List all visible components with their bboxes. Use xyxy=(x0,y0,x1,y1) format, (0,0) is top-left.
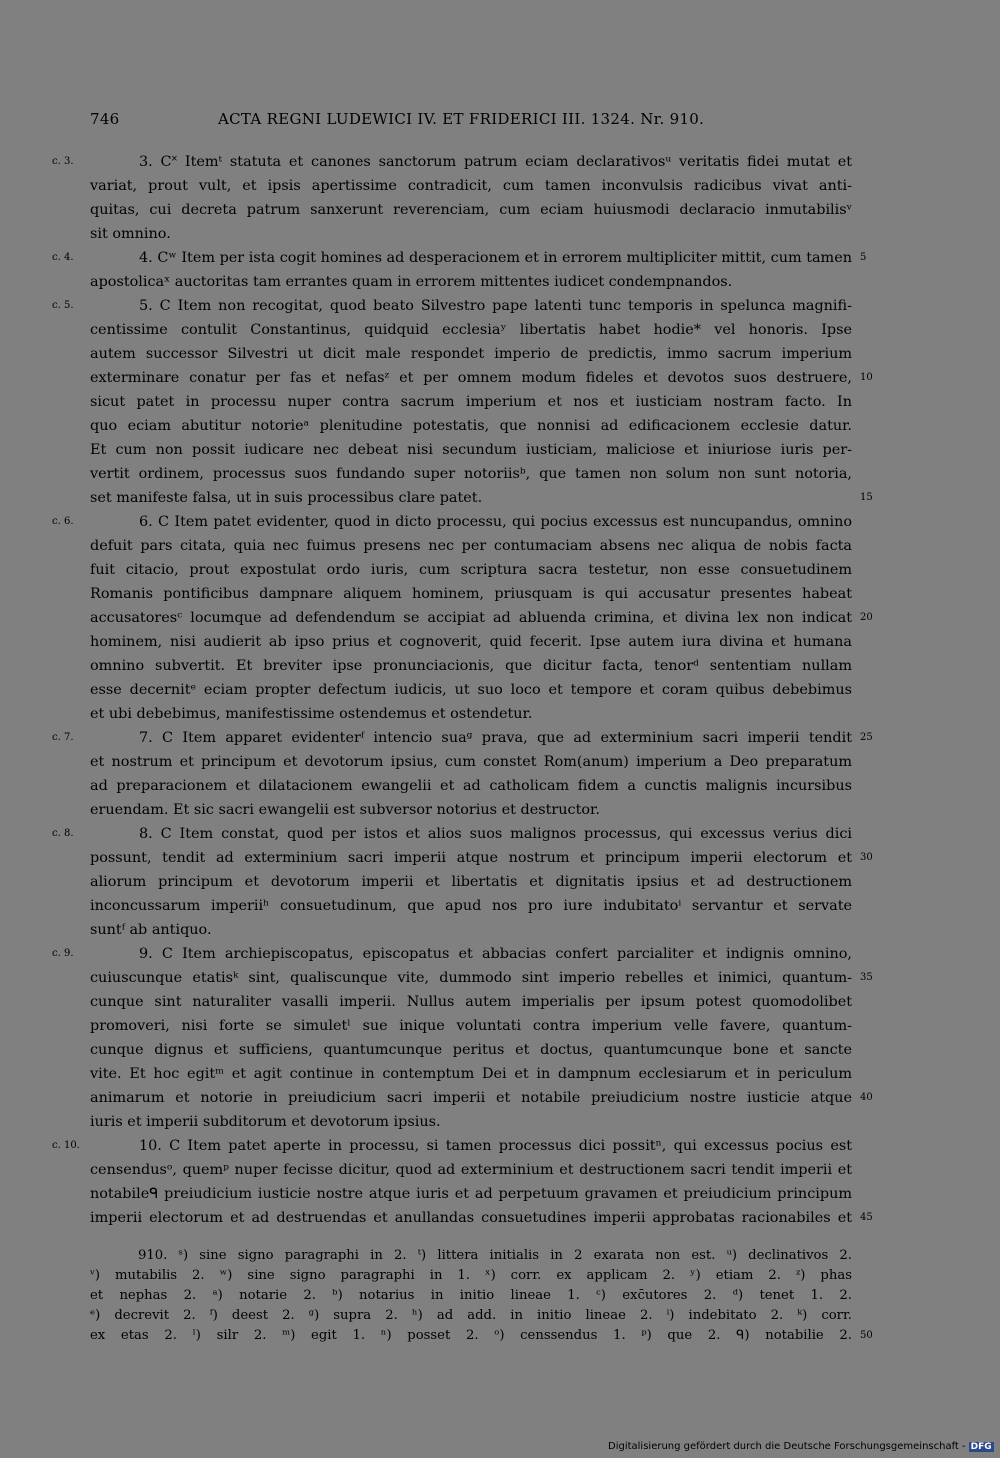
body-line: ad preparacionem et dilatacionem ewangelii et ad catholicam fidem a cunctis malignis incursibus xyxy=(90,778,852,794)
body-line: 6. C Item patet evidenter, quod in dicto processu, qui pocius excessus est nuncupandus, omnino xyxy=(139,514,852,530)
line-number: 10 xyxy=(860,372,873,383)
chapter-ref: c. 4. xyxy=(52,252,74,263)
body-line: eruendam. Et sic sacri ewangelii est subversor notorius et destructor. xyxy=(90,802,600,818)
footnote-line: ᵛ) mutabilis 2. ʷ) sine signo paragraphi in 1. ˣ) corr. ex applicam 2. ʸ) etiam 2. ᶻ) phas xyxy=(90,1268,852,1283)
body-line: aliorum principum et devotorum imperii et libertatis et dignitatis ipsius et ad destructionem xyxy=(90,874,852,890)
body-line: suntᶠ ab antiquo. xyxy=(90,922,212,938)
body-line: quo eciam abutitur notorieᵃ plenitudine potestatis, que nonnisi ad edificacionem ecclesie datur. xyxy=(90,418,852,434)
footnote-line: et nephas 2. ᵃ) notarie 2. ᵇ) notarius in initio lineae 1. ᶜ) exc̄utores 2. ᵈ) tenet 1. 2. xyxy=(90,1288,852,1303)
body-line: variat, prout vult, et ipsis apertissime contradicit, cum tamen inconvulsis radicibus vivat anti- xyxy=(90,178,852,194)
chapter-ref: c. 10. xyxy=(52,1140,80,1151)
body-line: inconcussarum imperiiʰ consuetudinum, que apud nos pro iure indubitatoⁱ servantur et servate xyxy=(90,898,852,914)
dfg-logo: DFG xyxy=(970,1442,992,1452)
body-line: cunque dignus et sufficiens, quantumcunque peritus et doctus, quantumcunque bone et sancte xyxy=(90,1042,852,1058)
line-number: 30 xyxy=(860,852,873,863)
line-number: 15 xyxy=(860,492,873,503)
body-line: exterminare conatur per fas et nefasᶻ et per omnem modum fideles et devotos suos destruere, xyxy=(90,370,852,386)
line-number: 25 xyxy=(860,732,873,743)
footnote-line-number: 50 xyxy=(860,1330,873,1341)
body-line: fuit citacio, prout expostulat ordo iuris, cum scriptura sacra testetur, non esse consuetudinem xyxy=(90,562,852,578)
body-line: Et cum non possit iudicare nec debeat nisi secundum iusticiam, maliciose et iniuriose iuris per- xyxy=(90,442,852,458)
body-line: defuit pars citata, quia nec fuimus presens nec per contumaciam absens nec aliqua de nobis facta xyxy=(90,538,852,554)
body-line: cunque sint naturaliter vasalli imperii. Nullus autem imperialis per ipsum potest quomodolibet xyxy=(90,994,852,1010)
body-line: 4. Cʷ Item per ista cogit homines ad desperacionem et in errorem multipliciter mittit, cum tamen xyxy=(139,250,852,266)
body-line: cuiuscunque etatisᵏ sint, qualiscunque vite, dummodo sint imperio rebelles et inimici, quantum- xyxy=(90,970,852,986)
body-line: vite. Et hoc egitᵐ et agit continue in contemptum Dei et in dampnum ecclesiarum et in periculum xyxy=(90,1066,852,1082)
line-number: 5 xyxy=(860,252,867,263)
body-line: 5. C Item non recogitat, quod beato Silvestro pape latenti tunc temporis in spelunca magnifi- xyxy=(139,298,852,314)
body-line: 9. C Item archiepiscopatus, episcopatus et abbacias confert parcialiter et indignis omnino, xyxy=(139,946,852,962)
footnote-line: ex etas 2. ˡ) silr 2. ᵐ) egit 1. ⁿ) posset 2. ᵒ) censsendus 1. ᵖ) que 2. ᑫ) notabilie 2. xyxy=(90,1328,852,1343)
body-line: 8. C Item constat, quod per istos et alios suos malignos processus, qui excessus verius dici xyxy=(139,826,852,842)
body-line: vertit ordinem, processus suos fundando super notoriisᵇ, que tamen non solum non sunt notoria, xyxy=(90,466,852,482)
body-line: accusatoresᶜ locumque ad defendendum se accipiat ad abluenda crimina, et divina lex non indicat xyxy=(90,610,852,626)
body-line: sit omnino. xyxy=(90,226,171,242)
line-number: 40 xyxy=(860,1092,873,1103)
line-number: 35 xyxy=(860,972,873,983)
chapter-ref: c. 3. xyxy=(52,156,74,167)
footnote-line: 910. ˢ) sine signo paragraphi in 2. ᵗ) littera initialis in 2 exarata non est. ᵘ) declinativos 2. xyxy=(138,1248,852,1263)
body-line: et nostrum et principum et devotorum ipsius, cum constet Rom(anum) imperium a Deo preparatum xyxy=(90,754,852,770)
body-line: sicut patet in processu nuper contra sacrum imperium et nos et iusticiam nostram facto. In xyxy=(90,394,852,410)
body-line: et ubi debebimus, manifestissime ostendemus et ostendetur. xyxy=(90,706,533,722)
chapter-ref: c. 8. xyxy=(52,828,74,839)
chapter-ref: c. 9. xyxy=(52,948,74,959)
running-title: ACTA REGNI LUDEWICI IV. ET FRIDERICI III. 1324. Nr. 910. xyxy=(218,110,705,128)
body-line: 3. C˟ Itemᵗ statuta et canones sanctorum patrum eciam declarativosᵘ veritatis fidei mutat et xyxy=(139,154,852,170)
body-line: esse decernitᵉ eciam propter defectum iudicis, ut suo loco et tempore et coram quibus debebimus xyxy=(90,682,852,698)
chapter-ref: c. 5. xyxy=(52,300,74,311)
body-line: centissime contulit Constantinus, quidquid ecclesiaʸ libertatis habet hodie* vel honoris. Ipse xyxy=(90,322,852,338)
chapter-ref: c. 6. xyxy=(52,516,74,527)
body-line: 7. C Item apparet evidenterᶠ intencio suaᵍ prava, que ad exterminium sacri imperii tendit xyxy=(139,730,852,746)
body-line: imperii electorum et ad destruendas et anullandas consuetudines imperii approbatas racionabiles et xyxy=(90,1210,852,1226)
body-line: autem successor Silvestri ut dicit male respondet imperio de predictis, immo sacrum imperium xyxy=(90,346,852,362)
dfg-notice xyxy=(608,1441,992,1452)
body-line: promoveri, nisi forte se simuletˡ sue inique voluntati contra imperium velle favere, quantum- xyxy=(90,1018,852,1034)
body-line: apostolicaˣ auctoritas tam errantes quam in errorem mittentes iudicet condempnandos. xyxy=(90,274,733,290)
body-line: notabileᑫ preiudicium iusticie nostre atque iuris et ad perpetuum gravamen et preiudicium principum xyxy=(90,1186,852,1202)
body-line: omnino subvertit. Et breviter ipse pronunciacionis, que dicitur facta, tenorᵈ sententiam nullam xyxy=(90,658,852,674)
body-line: quitas, cui decreta patrum sanxerunt reverenciam, cum eciam huiusmodi declaracio inmutabilisᵛ xyxy=(90,202,852,218)
body-line: hominem, nisi audierit ab ipso prius et cognoverit, quid fecerit. Ipse autem iura divina et humana xyxy=(90,634,852,650)
page-number: 746 xyxy=(90,110,120,128)
body-line: censendusᵒ, quemᵖ nuper fecisse dicitur, quod ad exterminium et destructionem sacri tendit imperii et xyxy=(90,1162,852,1178)
footnote-line: ᵉ) decrevit 2. ᶠ) deest 2. ᵍ) supra 2. ʰ) ad add. in initio lineae 2. ⁱ) indebitato 2. ᵏ) corr. xyxy=(90,1308,852,1323)
line-number: 20 xyxy=(860,612,873,623)
body-line: animarum et notorie in preiudicium sacri imperii et notabile preiudicium nostre iusticie atque xyxy=(90,1090,852,1106)
body-line: iuris et imperii subditorum et devotorum ipsius. xyxy=(90,1114,441,1130)
body-line: Romanis pontificibus dampnare aliquem hominem, priusquam is qui accusatur presentes habeat xyxy=(90,586,852,602)
line-number: 45 xyxy=(860,1212,873,1223)
chapter-ref: c. 7. xyxy=(52,732,74,743)
body-line: 10. C Item patet aperte in processu, si tamen processus dici possitⁿ, qui excessus pocius est xyxy=(139,1138,852,1154)
body-line: possunt, tendit ad exterminium sacri imperii atque nostrum et principum imperii electorum et xyxy=(90,850,852,866)
body-line: set manifeste falsa, ut in suis processibus clare patet. xyxy=(90,490,483,506)
dfg-notice-text: Digitalisierung gefördert durch die Deutsche Forschungsgemeinschaft - xyxy=(608,1441,966,1452)
